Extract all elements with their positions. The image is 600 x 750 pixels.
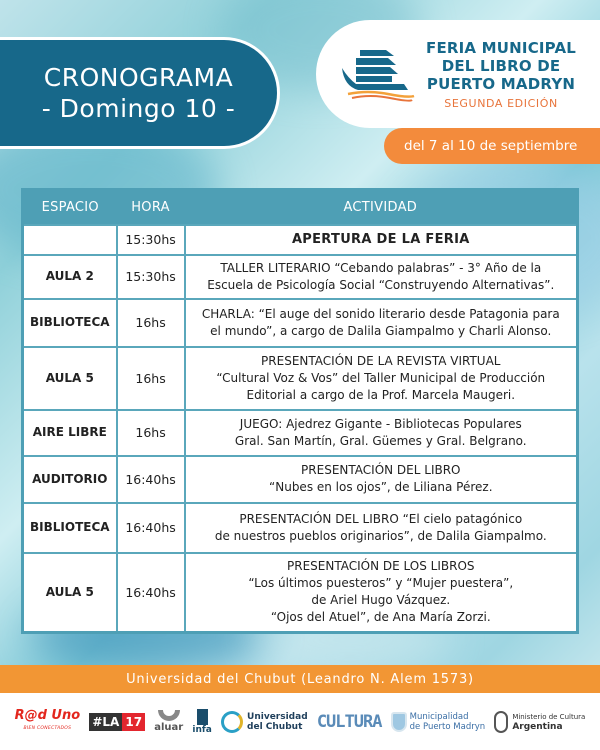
cell-espacio: AIRE LIBRE	[23, 410, 117, 456]
table-row	[23, 410, 578, 456]
table-header-row	[23, 190, 578, 225]
schedule-table	[21, 188, 579, 634]
cell-espacio: AULA 5	[23, 553, 117, 633]
cell-actividad: PRESENTACIÓN DEL LIBRO “Nubes en los ojos”, de Liliana Pérez.	[185, 456, 578, 503]
table-row	[23, 347, 578, 410]
logo-line-2: DEL LIBRO DE	[441, 56, 561, 75]
dates-badge: del 7 al 10 de septiembre	[384, 128, 600, 164]
table-row	[23, 225, 578, 255]
cell-actividad: PRESENTACIÓN DE LA REVISTA VIRTUAL “Cultural Voz & Vos” del Taller Municipal de Producción Editorial a cargo de la Prof. Marcela Maugeri.	[185, 347, 578, 410]
sponsor-logos	[0, 693, 600, 750]
table-row	[23, 299, 578, 347]
cell-hora: 16hs	[117, 410, 185, 456]
cell-hora: 16hs	[117, 347, 185, 410]
logo-line-3: PUERTO MADRYN	[426, 74, 576, 93]
fair-logo	[316, 20, 600, 128]
table-row	[23, 255, 578, 299]
municipalidad-logo: Municipalidad de Puerto Madryn	[391, 712, 486, 732]
infa-icon	[197, 709, 208, 725]
cell-actividad: JUEGO: Ajedrez Gigante - Bibliotecas Populares Gral. San Martín, Gral. Güemes y Gral. Belgrano.	[185, 410, 578, 456]
cell-actividad: CHARLA: “El auge del sonido literario desde Patagonia para el mundo”, a cargo de Dalila Giampalmo y Charli Alonso.	[185, 299, 578, 347]
cell-espacio: BIBLIOTECA	[23, 503, 117, 553]
cell-actividad: TALLER LITERARIO “Cebando palabras” - 3° Año de la Escuela de Psicología Social “Construyendo Alternativas”.	[185, 255, 578, 299]
cell-espacio: AULA 2	[23, 255, 117, 299]
cultura-logo: CULTURA	[316, 711, 382, 732]
table-row	[23, 503, 578, 553]
cell-hora: 15:30hs	[117, 255, 185, 299]
cell-actividad: APERTURA DE LA FERIA	[185, 225, 578, 255]
cell-actividad: PRESENTACIÓN DE LOS LIBROS “Los últimos puesteros” y “Mujer puestera”, de Ariel Hugo Vázquez. “Ojos del Atuel”, de Ana María Zorzi.	[185, 553, 578, 633]
edition-label: SEGUNDA EDICIÓN	[444, 96, 558, 110]
table-row	[23, 456, 578, 503]
cell-hora: 16hs	[117, 299, 185, 347]
national-emblem-icon	[494, 711, 508, 733]
page-subtitle: - Domingo 10 -	[41, 94, 236, 123]
venue-bar: Universidad del Chubut (Leandro N. Alem 1573)	[0, 665, 600, 693]
page-title-banner	[0, 37, 280, 149]
la17-logo: #LA 17	[89, 713, 145, 731]
logo-line-1: FERIA MUNICIPAL	[426, 38, 577, 57]
infa-logo: infa	[192, 709, 211, 735]
cell-hora: 16:40hs	[117, 553, 185, 633]
redyuno-logo: R@d Uno BIEN CONECTADOS	[14, 707, 81, 731]
ministerio-cultura-logo: Ministerio de Cultura Argentina	[494, 711, 585, 733]
cell-espacio: BIBLIOTECA	[23, 299, 117, 347]
cell-espacio: AULA 5	[23, 347, 117, 410]
cell-hora: 16:40hs	[117, 456, 185, 503]
table-row	[23, 553, 578, 633]
column-header-actividad: ACTIVIDAD	[185, 190, 578, 225]
aluar-arc-icon	[158, 710, 180, 721]
udc-ring-icon	[221, 711, 243, 733]
municipal-shield-icon	[391, 712, 407, 732]
page-title: CRONOGRAMA	[43, 63, 234, 92]
aluar-logo: aluar	[154, 710, 183, 733]
cell-actividad: PRESENTACIÓN DEL LIBRO “El cielo patagónico de nuestros pueblos originarios”, de Dalila Giampalmo.	[185, 503, 578, 553]
cell-hora: 15:30hs	[117, 225, 185, 255]
column-header-espacio: ESPACIO	[23, 190, 117, 225]
cell-hora: 16:40hs	[117, 503, 185, 553]
cell-espacio	[23, 225, 117, 255]
column-header-hora: HORA	[117, 190, 185, 225]
universidad-chubut-logo: Universidad del Chubut	[221, 711, 308, 733]
cell-espacio: AUDITORIO	[23, 456, 117, 503]
ship-of-books-icon	[338, 44, 416, 104]
